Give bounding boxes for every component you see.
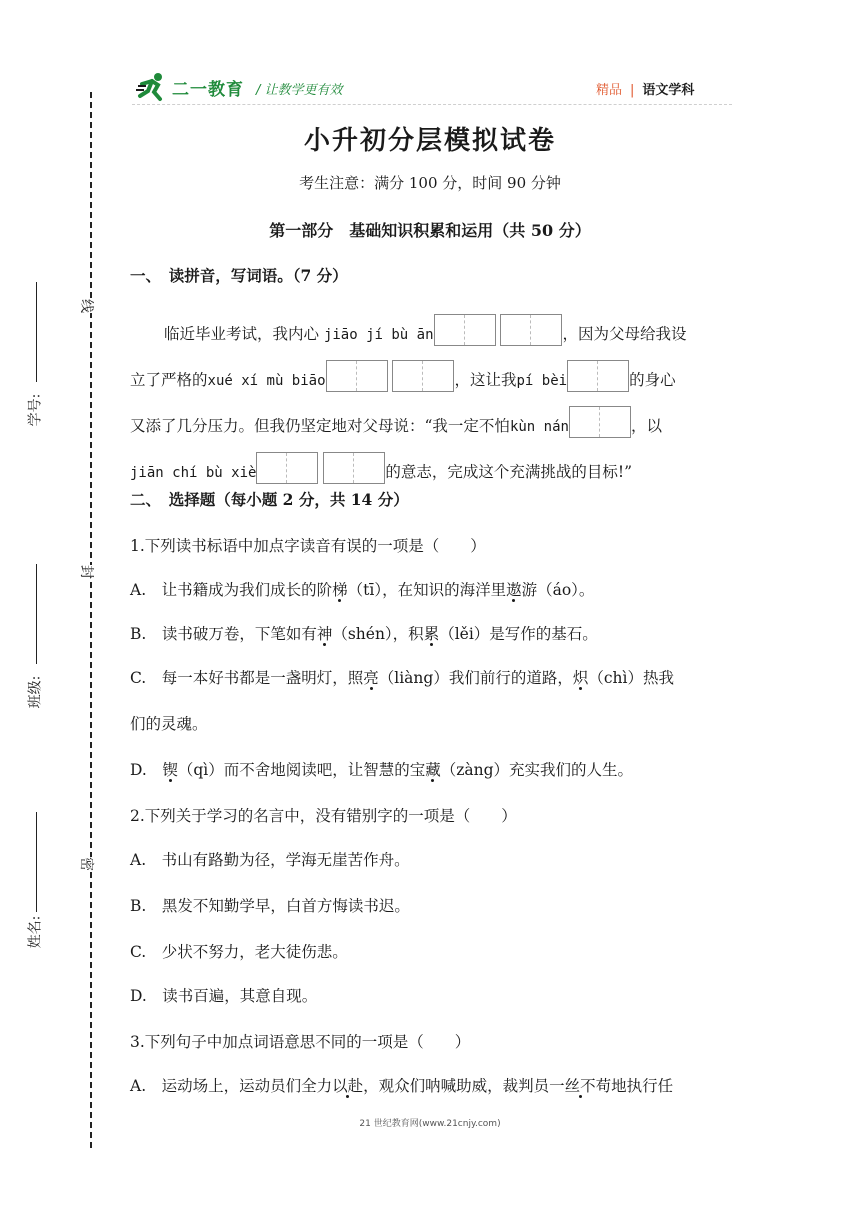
q1-option-b[interactable]: B. 读书破万卷，下笔如有神（shén），积累（lěi）是写作的基石。 bbox=[130, 625, 598, 643]
student-id-label: 学号: bbox=[27, 393, 44, 427]
s1-text: 的身心 bbox=[629, 371, 676, 389]
s1-line1 bbox=[164, 314, 686, 346]
subject-tag: 语文学科 bbox=[642, 83, 695, 98]
part-heading: 第一部分 基础知识积累和运用（共 50 分） bbox=[269, 221, 591, 240]
q1-option-d[interactable]: D. 锲（qì）而不舍地阅读吧，让智慧的宝藏（zàng）充实我们的人生。 bbox=[130, 761, 634, 779]
answer-grid[interactable] bbox=[323, 452, 385, 484]
footer-source: 21 世纪教育网(www.21cnjy.com) bbox=[359, 1119, 501, 1129]
logo-text: 二一教育 bbox=[172, 79, 244, 100]
q1-option-c-cont: 们的灵魂。 bbox=[130, 715, 208, 733]
q2-option-d[interactable]: D. 读书百遍，其意自现。 bbox=[130, 987, 318, 1005]
q3-stem: 3.下列句子中加点词语意思不同的一项是（ ） bbox=[130, 1033, 471, 1051]
s1-line4 bbox=[130, 452, 632, 484]
answer-grid[interactable] bbox=[256, 452, 318, 484]
exam-notice: 考生注意：满分 100 分，时间 90 分钟 bbox=[299, 174, 561, 192]
pinyin: kùn nán bbox=[509, 419, 569, 435]
section1-heading: 一、 读拼音，写词语。（7 分） bbox=[130, 266, 348, 285]
q2-option-b[interactable]: B. 黑发不知勤学早，白首方悔读书迟。 bbox=[130, 897, 410, 915]
s1-text: ，以 bbox=[630, 417, 662, 435]
bind-char-feng: 封 bbox=[75, 565, 99, 579]
header-right bbox=[596, 79, 694, 98]
slogan: / 让教学更有效 bbox=[256, 83, 343, 98]
q2-option-a[interactable]: A. 书山有路勤为径，学海无崖苦作舟。 bbox=[130, 851, 410, 869]
s1-text: ，因为父母给我设 bbox=[562, 325, 687, 343]
answer-grid[interactable] bbox=[434, 314, 496, 346]
q2-option-c[interactable]: C. 少状不努力，老大徒伤悲。 bbox=[130, 943, 348, 961]
header-separator: | bbox=[630, 83, 635, 98]
header-divider bbox=[132, 104, 732, 105]
pinyin: jiāo jí bù ān bbox=[323, 327, 434, 343]
s1-text: 立了严格的 bbox=[130, 371, 208, 389]
s1-line3 bbox=[130, 406, 662, 438]
pinyin: xué xí mù biāo bbox=[207, 373, 326, 389]
section2-heading: 二、 选择题（每小题 2 分，共 14 分） bbox=[130, 490, 409, 509]
runner-logo-icon bbox=[136, 72, 168, 102]
s1-line2 bbox=[130, 360, 676, 392]
quality-tag: 精品 bbox=[596, 83, 623, 98]
q2-stem: 2.下列关于学习的名言中，没有错别字的一项是（ ） bbox=[130, 807, 517, 825]
student-id-line[interactable] bbox=[36, 282, 37, 382]
s1-text: 临近毕业考试，我内心 bbox=[164, 325, 320, 343]
logo bbox=[136, 72, 244, 102]
s1-text: ，这让我 bbox=[454, 371, 517, 389]
bind-char-xian: 线 bbox=[75, 299, 99, 313]
s1-text: 又添了几分压力。但我仍坚定地对父母说：“我一定不怕 bbox=[130, 417, 510, 435]
bind-char-mi: 密 bbox=[75, 857, 99, 871]
name-label: 姓名: bbox=[27, 915, 44, 949]
binding-line bbox=[90, 92, 92, 1148]
answer-grid[interactable] bbox=[392, 360, 454, 392]
answer-grid[interactable] bbox=[569, 406, 631, 438]
answer-grid[interactable] bbox=[567, 360, 629, 392]
answer-grid[interactable] bbox=[500, 314, 562, 346]
class-line[interactable] bbox=[36, 564, 37, 664]
q1-option-c[interactable]: C. 每一本好书都是一盏明灯，照亮（liàng）我们前行的道路，炽（chì）热我 bbox=[130, 669, 674, 687]
answer-grid[interactable] bbox=[326, 360, 388, 392]
q1-option-a[interactable]: A. 让书籍成为我们成长的阶梯（tī），在知识的海洋里遨游（áo）。 bbox=[130, 581, 595, 599]
exam-title: 小升初分层模拟试卷 bbox=[303, 126, 556, 156]
pinyin: jiān chí bù xiè bbox=[130, 465, 257, 481]
q3-option-a[interactable]: A. 运动场上，运动员们全力以赴，观众们呐喊助威，裁判员一丝不苟地执行任 bbox=[130, 1077, 674, 1095]
pinyin: pí bèi bbox=[516, 373, 568, 389]
name-line[interactable] bbox=[36, 812, 37, 912]
q1-stem: 1.下列读书标语中加点字读音有误的一项是（ ） bbox=[130, 537, 486, 555]
class-label: 班级: bbox=[27, 675, 44, 709]
s1-text: 的意志，完成这个充满挑战的目标!” bbox=[385, 463, 633, 481]
